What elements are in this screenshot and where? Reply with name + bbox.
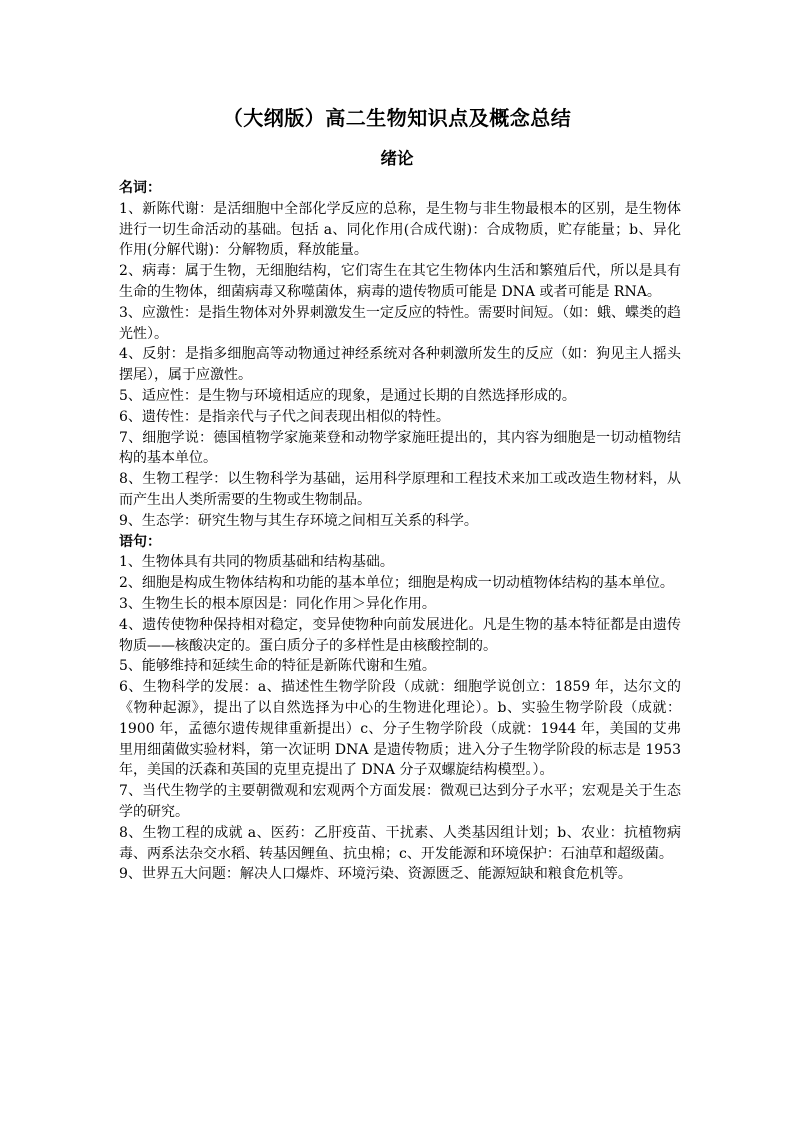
heading-statements: 语句： xyxy=(119,533,161,550)
term-item: 5、适应性：是生物与环境相适应的现象，是通过长期的自然选择形成的。 xyxy=(119,387,576,404)
section-title: 绪论 xyxy=(380,149,414,168)
term-item: 3、应激性：是指生物体对外界刺激发生一定反应的特性。需要时间短。（如：蛾、蝶类的趋光性）。 xyxy=(119,304,681,342)
statement-item: 3、生物生长的根本原因是：同化作用＞异化作用。 xyxy=(119,595,436,612)
document-title: （大纲版）高二生物知识点及概念总结 xyxy=(222,106,572,130)
heading-terms: 名词： xyxy=(119,180,161,196)
term-item: 1、新陈代谢：是活细胞中全部化学反应的总称，是生物与非生物最根本的区别，是生物体进行一切生命活动的基础。包括 a、同化作用(合成代谢)：合成物质，贮存能量；b、异化作用(分解代谢)：分解物质，释放能量。 xyxy=(119,200,681,259)
statement-item: 4、遗传使物种保持相对稳定，变异使物种向前发展进化。凡是生物的基本特征都是由遗传物质——核酸决定的。蛋白质分子的多样性是由核酸控制的。 xyxy=(119,616,681,654)
term-item: 7、细胞学说：德国植物学家施莱登和动物学家施旺提出的，其内容为细胞是一切动植物结构的基本单位。 xyxy=(119,429,681,467)
term-item: 9、生态学：研究生物与其生存环境之间相互关系的科学。 xyxy=(119,512,478,529)
statement-item: 1、生物体具有共同的物质基础和结构基础。 xyxy=(119,554,394,571)
document-body xyxy=(119,178,681,885)
term-item: 4、反射：是指多细胞高等动物通过神经系统对各种刺激所发生的反应（如：狗见主人摇头摆尾），属于应激性。 xyxy=(119,346,681,384)
term-item: 6、遗传性：是指亲代与子代之间表现出相似的特性。 xyxy=(119,408,450,425)
statement-item: 8、生物工程的成就 a、医药：乙肝疫苗、干扰素、人类基因组计划；b、农业：抗植物病毒、两系法杂交水稻、转基因鲤鱼、抗虫棉；c、开发能源和环境保护：石油草和超级菌。 xyxy=(119,824,681,862)
statement-item: 2、细胞是构成生物体结构和功能的基本单位；细胞是构成一切动植物体结构的基本单位。 xyxy=(119,575,674,592)
statement-item: 5、能够维持和延续生命的特征是新陈代谢和生殖。 xyxy=(119,658,436,675)
statement-item: 7、当代生物学的主要朝微观和宏观两个方面发展：微观已达到分子水平；宏观是关于生态学的研究。 xyxy=(119,783,681,820)
statement-item: 6、生物科学的发展：a、描述性生物学阶段（成就：细胞学说创立：1859 年，达尔文的《物种起源》，提出了以自然选择为中心的生物进化理论）。b、实验生物学阶段（成就：1900 年，孟德尔遗传规律重新提出）c、分子生物学阶段（成就：1944 年，美国的艾弗里用细菌做实验材料，第一次证明 DNA 是遗传物质；进入分子生物学阶段的标志是 1953 年，美国的沃森和英国的克里克提出了 DNA 分子双螺旋结构模型。）。 xyxy=(119,679,681,779)
term-item: 2、病毒：属于生物，无细胞结构，它们寄生在其它生物体内生活和繁殖后代，所以是具有生命的生物体，细菌病毒又称噬菌体，病毒的遗传物质可能是 DNA 或者可能是 RNA。 xyxy=(119,263,681,300)
statement-item: 9、世界五大问题：解决人口爆炸、环境污染、资源匮乏、能源短缺和粮食危机等。 xyxy=(119,866,632,883)
term-item: 8、生物工程学：以生物科学为基础，运用科学原理和工程技术来加工或改造生物材料，从而产生出人类所需要的生物或生物制品。 xyxy=(119,471,681,508)
